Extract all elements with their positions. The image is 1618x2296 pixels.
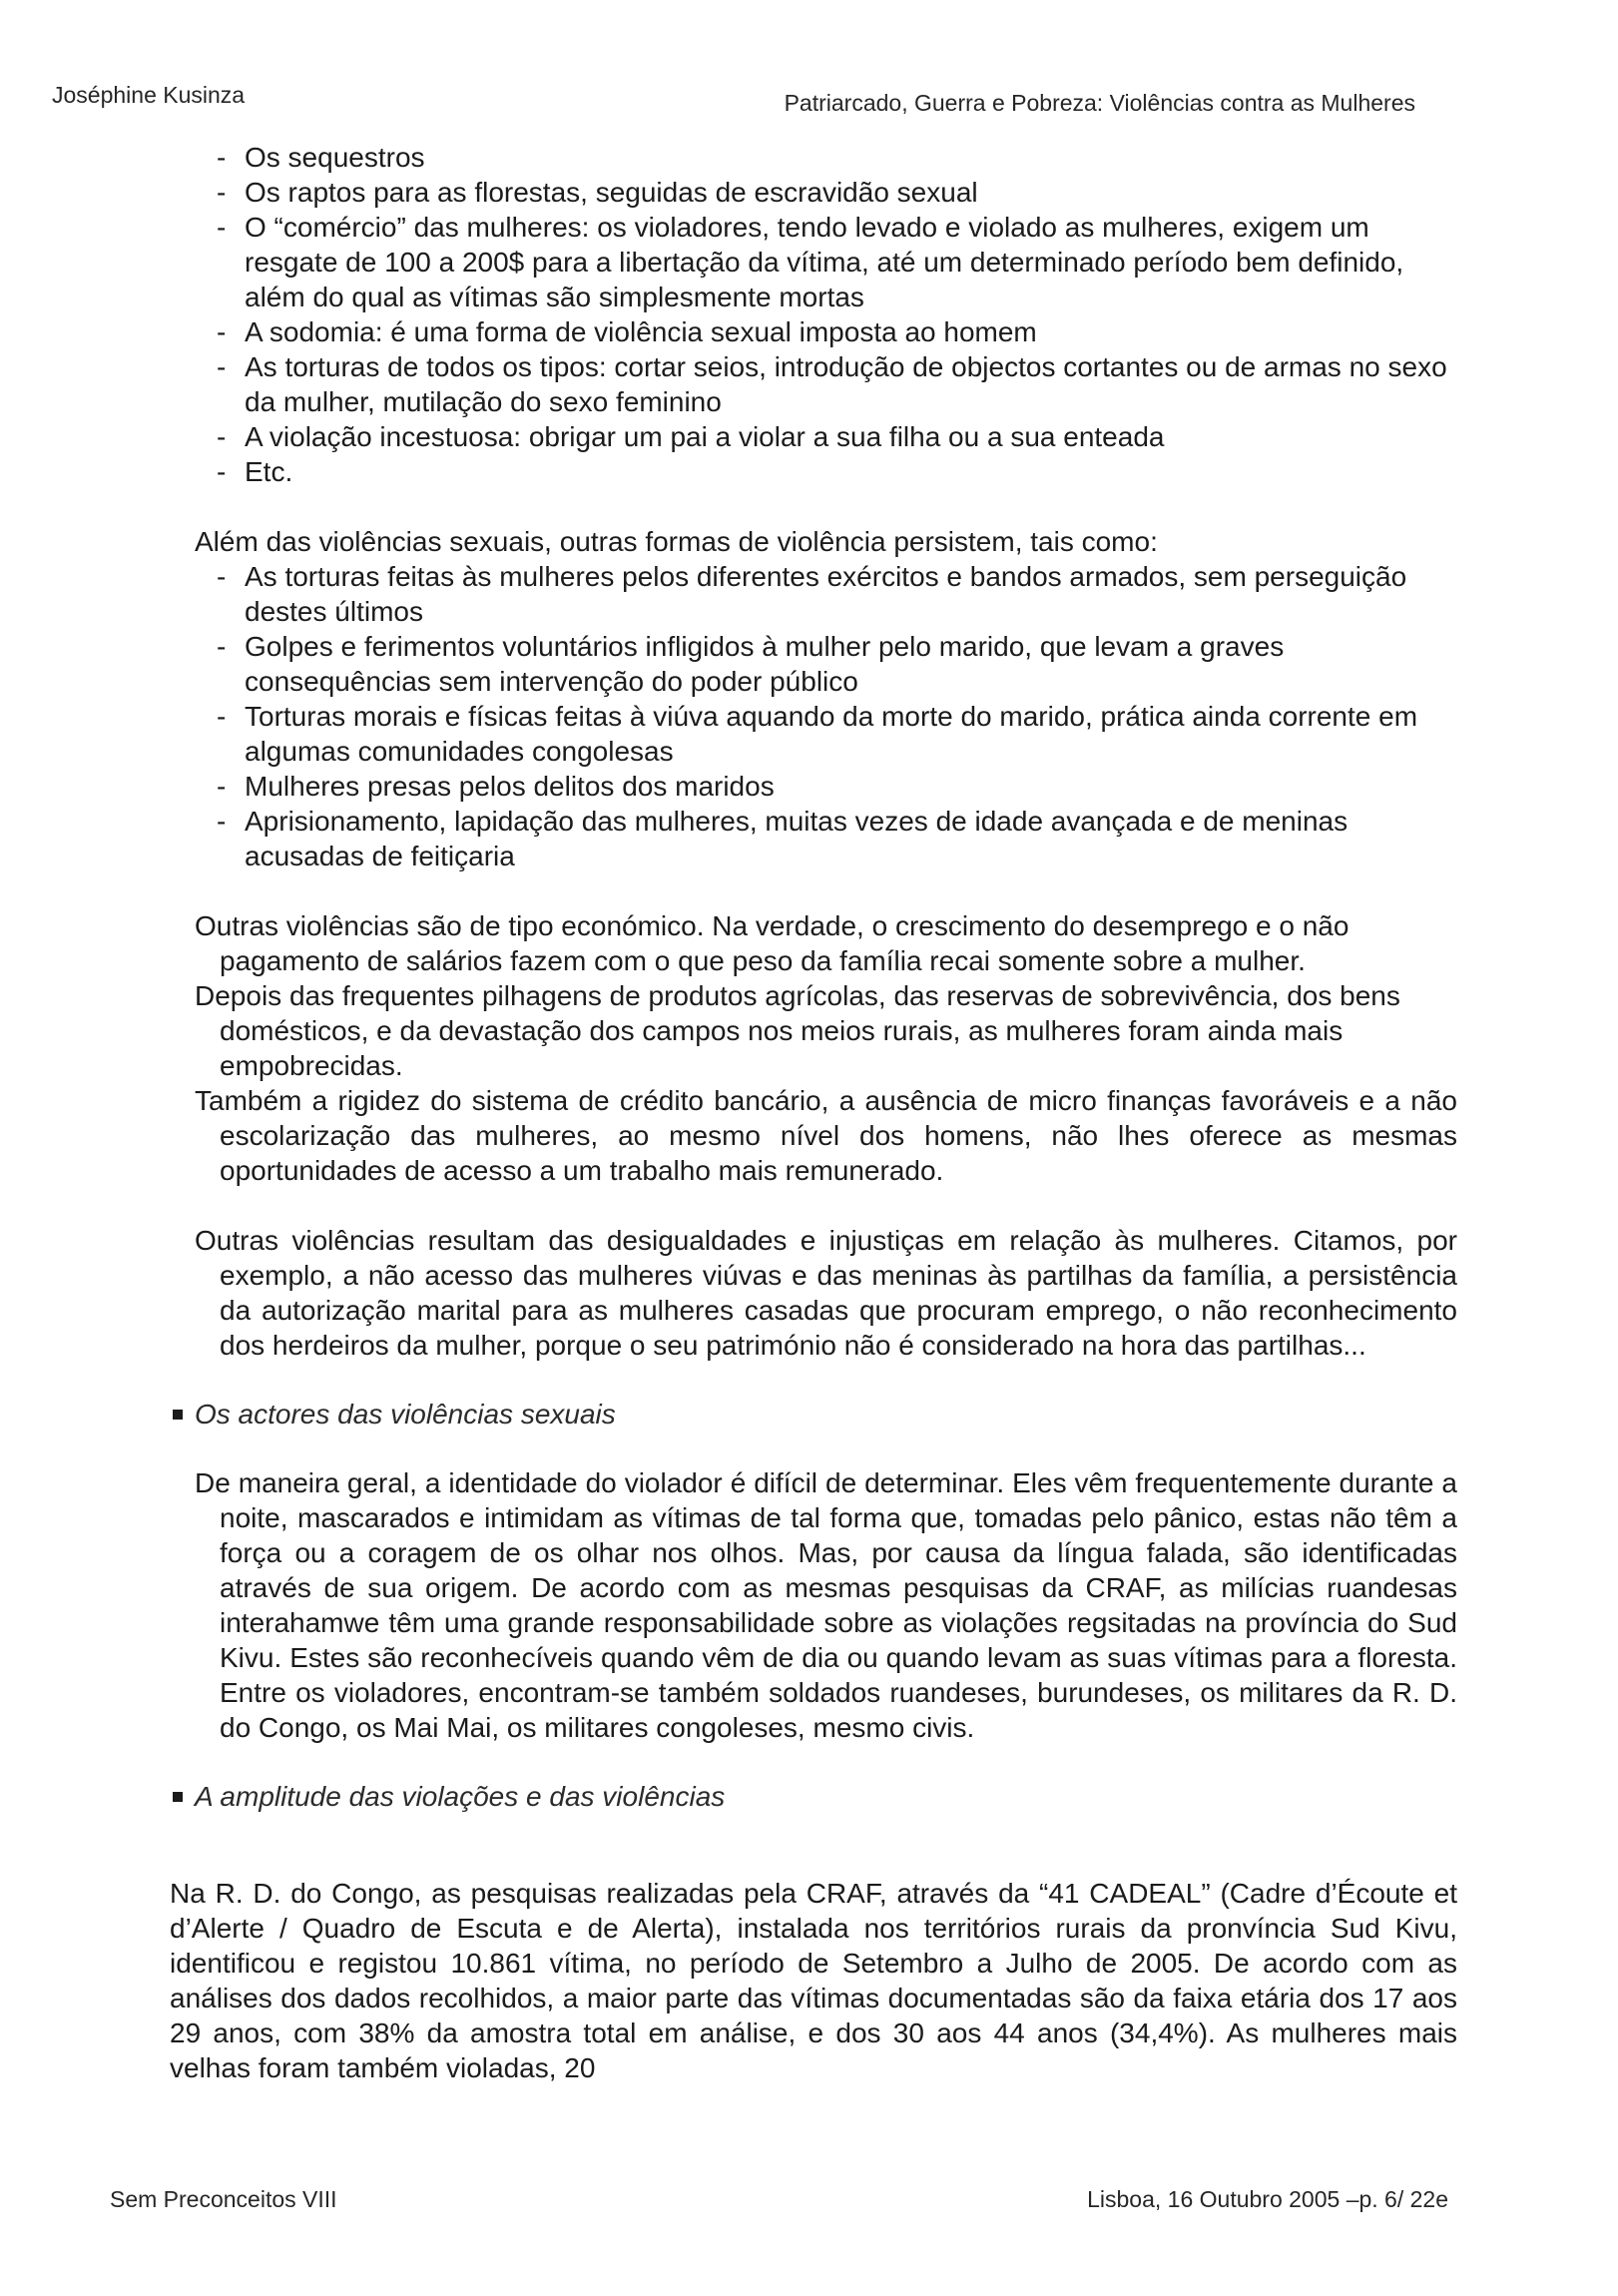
square-bullet-icon <box>173 1792 183 1802</box>
list-item: - As torturas de todos os tipos: cortar seios, introdução de objectos cortantes ou de armas no sexo da mulher, mutilação do sexo feminino <box>245 349 1457 419</box>
sexual-violence-list <box>195 140 1457 489</box>
list-item: - Golpes e ferimentos voluntários infligidos à mulher pelo marido, que levam a graves consequências sem intervenção do poder público <box>245 629 1457 699</box>
list-item: - Etc. <box>245 454 1457 489</box>
economic-paragraph: Outras violências são de tipo económico. Na verdade, o crescimento do desemprego e o não pagamento de salários fazem com o que peso da família recai somente sobre a mulher. <box>195 910 1349 976</box>
list-item: - Torturas morais e físicas feitas à viúva aquando da morte do marido, prática ainda corrente em algumas comunidades congolesas <box>245 699 1457 769</box>
list-item: - Os sequestros <box>245 140 1457 175</box>
page-body <box>170 140 1457 2113</box>
list-item: - A violação incestuosa: obrigar um pai a violar a sua filha ou a sua enteada <box>245 419 1457 454</box>
footer-left: Sem Preconceitos VIII <box>110 2186 337 2212</box>
list-item: - As torturas feitas às mulheres pelos diferentes exércitos e bandos armados, sem perseguição destes últimos <box>245 559 1457 629</box>
header-author: Joséphine Kusinza <box>52 82 246 108</box>
section-heading <box>173 1779 1457 1814</box>
footer-right: Lisboa, 16 Outubro 2005 –p. 6/ 22e <box>1087 2186 1448 2212</box>
inequality-paragraph: Outras violências resultam das desigualdades e injustiças em relação às mulheres. Citamos, por exemplo, a não acesso das mulheres viúvas e das meninas às partilhas da família, a persistência da autorização marital para as mulheres casadas que procuram emprego, o não reconhecimento dos herdeiros da mulher, porque o seu património não é considerado na hora das partilhas... <box>195 1225 1457 1361</box>
section-heading <box>173 1397 1457 1432</box>
list-item: - Mulheres presas pelos delitos dos maridos <box>245 769 1457 804</box>
economic-paragraph: Também a rigidez do sistema de crédito bancário, a ausência de micro finanças favoráveis e a não escolarização das mulheres, ao mesmo nível dos homens, não lhes oferece as mesmas oportunidades de acesso a um trabalho mais remunerado. <box>195 1085 1457 1186</box>
actors-paragraph: De maneira geral, a identidade do violador é difícil de determinar. Eles vêm frequentemente durante a noite, mascarados e intimidam as vítimas de tal forma que, tomadas pelo pânico, estas não têm a força ou a coragem de os olhar nos olhos. Mas, por causa da língua falada, são identificadas através de sua origem. De acordo com as mesmas pesquisas da CRAF, as milícias ruandesas interahamwe têm uma grande responsabilidade sobre as violações regsitadas na província do Sud Kivu. Estes são reconhecíveis quando vêm de dia ou quando levam as suas vítimas para a floresta. Entre os violadores, encontram-se também soldados ruandeses, burundeses, os militares da R. D. do Congo, os Mai Mai, os militares congoleses, mesmo civis. <box>195 1467 1457 1743</box>
other-violence-intro: Além das violências sexuais, outras formas de violência persistem, tais como: <box>195 526 1158 557</box>
section-heading-text: Os actores das violências sexuais <box>195 1399 616 1430</box>
list-item: - O “comércio” das mulheres: os violadores, tendo levado e violado as mulheres, exigem um resgate de 100 a 200$ para a libertação da vítima, até um determinado período bem definido, além do qual as vítimas são simplesmente mortas <box>245 210 1457 314</box>
amplitude-paragraph: Na R. D. do Congo, as pesquisas realizadas pela CRAF, através da “41 CADEAL” (Cadre d’Écoute et d’Alerte / Quadro de Escuta e de Alerta), instalada nos territórios rurais da pronvíncia Sud Kivu, identificou e registou 10.861 vítima, no período de Setembro a Julho de 2005. De acordo com as análises dos dados recolhidos, a maior parte das vítimas documentadas são da faixa etária dos 17 aos 29 anos, com 38% da amostra total em análise, e dos 30 aos 44 anos (34,4%). As mulheres mais velhas foram também violadas, 20 <box>170 1878 1457 2083</box>
economic-paragraph: Depois das frequentes pilhagens de produtos agrícolas, das reservas de sobrevivência, dos bens domésticos, e da devastação dos campos nos meios rurais, as mulheres foram ainda mais empobrecidas. <box>195 980 1400 1081</box>
other-violence-list <box>195 559 1457 873</box>
list-item: - Os raptos para as florestas, seguidas de escravidão sexual <box>245 175 1457 210</box>
section-heading-text: A amplitude das violações e das violências <box>195 1781 726 1812</box>
list-item: - Aprisionamento, lapidação das mulheres, muitas vezes de idade avançada e de meninas acusadas de feitiçaria <box>245 804 1457 873</box>
list-item: - A sodomia: é uma forma de violência sexual imposta ao homem <box>245 314 1457 349</box>
header-title: Patriarcado, Guerra e Pobreza: Violências contra as Mulheres <box>784 90 1415 116</box>
square-bullet-icon <box>173 1410 183 1420</box>
